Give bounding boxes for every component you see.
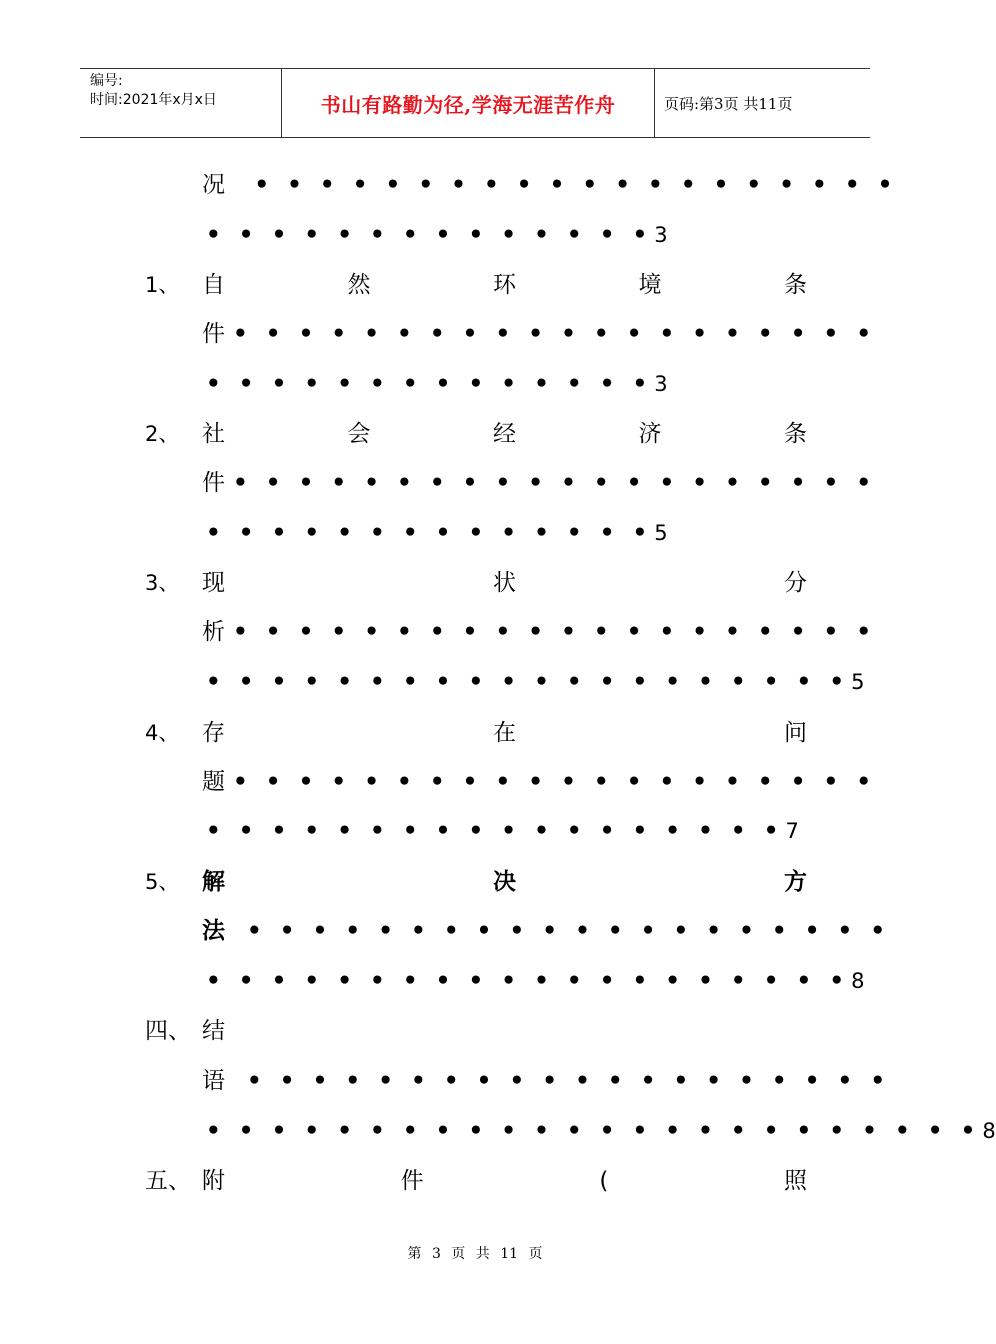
title-char: 照 xyxy=(784,1168,807,1194)
toc-entry-6-line1 xyxy=(0,1006,950,1056)
entry-number: 4、 xyxy=(145,721,180,745)
toc-entry-1-line2 xyxy=(202,309,876,359)
toc-entry-3-line1 xyxy=(0,558,950,608)
entry-number: 1、 xyxy=(145,273,180,297)
toc-entry-4-line2 xyxy=(202,757,876,807)
title-char: 方 xyxy=(784,869,807,895)
toc-entry-title-char: 况 xyxy=(202,172,225,198)
title-char: 决 xyxy=(493,869,516,895)
leader-dots: • • • • • • • • • • • • • • xyxy=(206,222,653,248)
toc-entry-0-line2 xyxy=(206,210,668,260)
page-number: 8 xyxy=(982,1119,996,1143)
title-char: 然 xyxy=(347,272,371,298)
page-number: 7 xyxy=(785,819,799,843)
toc-entry-6-line2 xyxy=(202,1056,890,1106)
page-footer: 第 3 页 共 11 页 xyxy=(407,1246,543,1262)
leader-dots: • • • • • • • • • • • • • • • • • • • • xyxy=(233,619,877,645)
title-char: 附 xyxy=(202,1168,225,1194)
toc-entry-5-line3 xyxy=(206,956,864,1006)
toc-entry-1-line3 xyxy=(206,359,668,409)
title-char: 件 xyxy=(400,1168,424,1194)
title-char: 存 xyxy=(202,720,225,746)
title-char: 在 xyxy=(493,720,516,746)
title-char: 条 xyxy=(784,272,807,298)
title-char: 经 xyxy=(493,421,516,447)
title-char: 条 xyxy=(784,421,807,447)
title-char: 分 xyxy=(784,570,807,596)
title-cont: 件 xyxy=(202,470,225,496)
entry-number: 3、 xyxy=(145,571,180,595)
toc-entry-7-line1 xyxy=(0,1156,950,1206)
leader-dots: • • • • • • • • • • • • • • • • • • • • xyxy=(233,769,877,795)
leader-dots: • • • • • • • • • • • • • • xyxy=(206,520,653,546)
leader-dots: • • • • • • • • • • • • • • • • • • • • xyxy=(206,968,850,994)
title-cont: 法 xyxy=(202,918,225,944)
title-char: 状 xyxy=(493,570,516,596)
toc-entry-3-line3 xyxy=(206,657,864,707)
page-number: 5 xyxy=(654,521,668,545)
page-info-text: 页码:第3页 共11页 xyxy=(664,94,793,113)
toc-entry-2-line2 xyxy=(202,458,876,508)
title-cont: 析 xyxy=(202,619,225,645)
leader-dots: • • • • • • • • • • • • • • • • • • • • xyxy=(206,669,850,695)
page-number: 3 xyxy=(654,372,668,396)
leader-dots: • • • • • • • • • • • • • • • • • • • • xyxy=(247,1068,891,1094)
leader-dots: • • • • • • • • • • • • • • xyxy=(206,371,653,397)
toc-entry-3-line2 xyxy=(202,607,876,657)
title-cont: 题 xyxy=(202,769,225,795)
title-char: 解 xyxy=(202,869,225,895)
entry-number: 2、 xyxy=(145,422,180,446)
toc-entry-2-line1 xyxy=(0,409,950,459)
toc-entry-1-line1 xyxy=(0,260,950,310)
title-char: 自 xyxy=(202,272,225,298)
toc-entry-6-line3 xyxy=(206,1106,996,1156)
title-char: 济 xyxy=(638,421,662,447)
title-cont: 件 xyxy=(202,321,225,347)
toc-entry-2-line3 xyxy=(206,508,668,558)
leader-dots: • • • • • • • • • • • • • • • • • • • • xyxy=(254,172,898,198)
title-char: ( xyxy=(599,1168,609,1194)
toc-entry-5-line2 xyxy=(202,906,890,956)
leader-dots: • • • • • • • • • • • • • • • • • • • • xyxy=(233,321,877,347)
title-char: 会 xyxy=(347,421,371,447)
page-number: 8 xyxy=(851,969,865,993)
title-char: 境 xyxy=(638,272,662,298)
toc-entry-4-line3 xyxy=(206,806,799,856)
entry-number: 5、 xyxy=(145,870,180,894)
page-number: 5 xyxy=(851,670,865,694)
entry-number: 四、 xyxy=(145,1018,191,1044)
leader-dots: • • • • • • • • • • • • • • • • • • • • xyxy=(247,918,891,944)
page-number: 3 xyxy=(654,223,668,247)
time-label: 时间:2021年x月x日 xyxy=(90,92,217,108)
title-char: 社 xyxy=(202,421,225,447)
entry-number: 五、 xyxy=(145,1168,191,1194)
toc-entry-0-line1 xyxy=(202,160,897,210)
title-cont: 语 xyxy=(202,1068,225,1094)
leader-dots: • • • • • • • • • • • • • • • • • • • • xyxy=(233,470,877,496)
leader-dots: • • • • • • • • • • • • • • • • • • xyxy=(206,818,784,844)
title-char: 现 xyxy=(202,570,225,596)
title-char: 环 xyxy=(493,272,516,298)
leader-dots: • • • • • • • • • • • • • • • • • • • • • • • • xyxy=(206,1118,981,1144)
toc-entry-5-line1 xyxy=(0,857,950,907)
toc-entry-4-line1 xyxy=(0,708,950,758)
title-char: 问 xyxy=(784,720,807,746)
number-label: 编号: xyxy=(90,73,123,89)
motto-text: 书山有路勤为径,学海无涯苦作舟 xyxy=(320,92,616,117)
title-char: 结 xyxy=(202,1018,225,1044)
